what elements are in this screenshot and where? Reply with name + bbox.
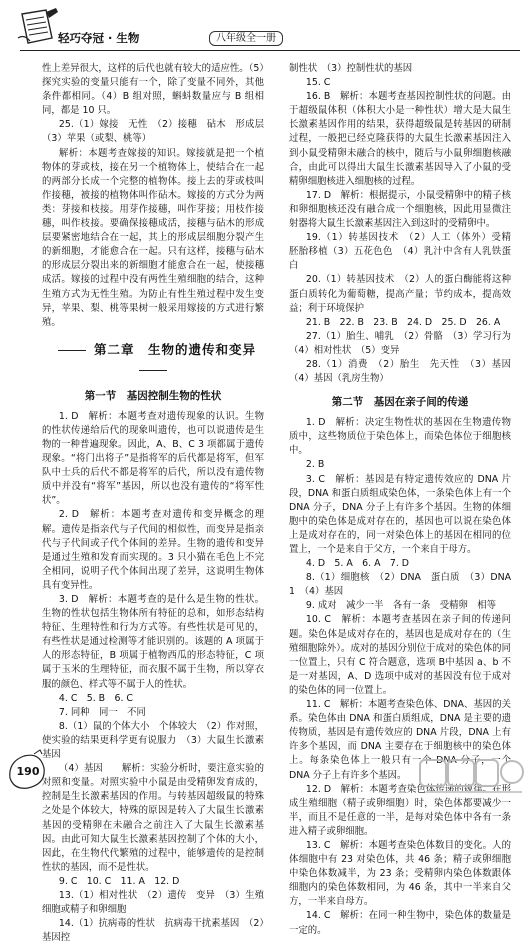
answer-item: 8.（1）细胞核 （2）DNA 蛋白质 （3）DNA 1 （4）基因 bbox=[289, 572, 521, 598]
right-column bbox=[289, 62, 521, 938]
answer-item: 3. C 解析：基因是有特定遗传效应的 DNA 片段，DNA 和蛋白质组成染色体，一条染色体上有一个 DNA 分子，DNA 分子上有许多个基因。生物的体细胞中的染色体是成对存在的，基因也可以说在染色体上是成对存在的，同一对染色体上的基因在相同的位置上，一个是来自于父方，一个来自于母方。 bbox=[289, 473, 511, 555]
answer-item: 8.（1）鼠的个体大小 个体较大 （2）作对照，使实验的结果更科学更有说服力 （3）大鼠生长激素基因 bbox=[42, 720, 264, 761]
chapter-title: 第二章 生物的遗传和变异 bbox=[93, 341, 256, 357]
answer-item: 21. B 22. B 23. B 24. D 25. D 26. A bbox=[305, 316, 501, 328]
answer-item: 4. C 5. B 6. C bbox=[58, 692, 133, 704]
heading-rule bbox=[58, 350, 86, 351]
answer-item: 28.（1）消费 （2）胎生 先天性 （3）基因 （4）基因（乳房生物） bbox=[289, 358, 521, 385]
answer-item: 1. D 解析：本题考查对遗传现象的认识。生物的性状传递给后代的现象叫遗传，也可以说遗传是生物的一种普遍现象。因此，A、B、C 3 项都属于遗传现象。“将门出将子”是指将军的后代都是将军，但军队中士兵的后代不都是将军的后代，所以没有遗传物质中并没有“将军”基因，所以也没有遗传的“将军性状”。 bbox=[42, 410, 264, 507]
answer-item: 14. C 解析：在同一种生物中，染色体的数量是一定的。 bbox=[289, 910, 511, 936]
answer-item: 9. C 10. C 11. A 12. D bbox=[58, 875, 180, 887]
answer-item: 19.（1）转基因技术 （2）人工（体外）受精 胚胎移植（3）五花色色 （4）乳汁中含有人乳铁蛋白 bbox=[289, 232, 521, 272]
answer-item: 7. 同种 同一 不同 bbox=[58, 706, 146, 718]
answer-item: 13.（1）相对性状 （2）遗传 变异 （3）生殖细胞或精子和卵细胞 bbox=[42, 889, 264, 916]
answer-item: 13. C 解析：本题考查染色体数目的变化。人的体细胞中有 23 对染色体，共 46 条；精子或卵细胞中染色体数减半，为 23 条；受精卵内染色体数跟体细胞内的染色体数相同，为 46 条，其中一半来自父方，一半来自母方。 bbox=[289, 839, 511, 908]
answer-item: 制性状 （3）控制性状的基因 bbox=[289, 63, 413, 74]
book-logo-icon bbox=[16, 8, 60, 46]
answer-item: 2. D 解析：本题考查对遗传和变异概念的理解。遗传是指亲代与子代间的相似性，而变异是指亲代与子代间或子代个体间的差异。生物的遗传和变异是通过生殖和发育而实现的。3 只小猫在毛色上不完全相同，说明子代个体间出现了差异，这说明生物体具有变异性。 bbox=[42, 509, 264, 591]
grade-label: 八年级全一册 bbox=[209, 31, 283, 46]
answer-item: （4）基因 解析：实验分析时，要注意实验的对照和变量。对照实验中小鼠是由受精卵发育成的，控制是生长激素基因的作用。与转基因超级鼠的特殊之处是个体较大，特殊的原因是转入了大鼠生长激素基因的受精卵在未融合之前注入了大鼠生长激素基因。由此可知大鼠生长激素基因控制了个体的大小，因此，在生物代代繁殖的过程中，能够遗传的是控制性状的基因，而不是性状。 bbox=[42, 763, 264, 873]
answer-item: 14.（1）抗病毒的性状 抗病毒干扰素基因 （2）基因控 bbox=[42, 918, 264, 944]
book-title: 轻巧夺冠 · 生物 bbox=[58, 31, 140, 45]
answer-item: 11. C 解析：本题考查染色体、DNA、基因的关系。染色体由 DNA 和蛋白质组成，DNA 是主要的遗传物质，基因是有遗传效应的 DNA 片段，DNA 上有许多个基因，而 DNA 主要存在于细胞核中的染色体上。每条染色体上一般只有一个 DNA 分子，一个 DNA 分子上有许多个基因。 bbox=[289, 699, 511, 781]
page-number: 190 bbox=[16, 765, 40, 778]
answer-item: 20.（1）转基因技术 （2）人的蛋白酶能将这种蛋白质转化为葡萄糖，提高产量；节约成本，提高效益；利于环境保护 bbox=[289, 274, 511, 314]
left-column bbox=[42, 62, 274, 945]
heading-rule bbox=[139, 370, 167, 371]
answer-item: 10. C 解析：本题考查基因在亲子间的传递问题。染色体是成对存在的，基因也是成对存在的（生殖细胞除外）。成对的基因分别位于成对的染色体的同一位置上，只有 C 符合题意，选项 B中基因 a、b 不是一对基因，A、D 选项中成对的基因没有位于成对的染色体的同一位置上。 bbox=[289, 614, 511, 696]
answer-item: 3. D 解析：本题考查的是什么是生物的性状。生物的性状包括生物体所有特征的总和，如形态结构特征、生理特性和行为方式等。有些性状是可见的，有些性状是通过检测等才能识别的。该题的 A 项属于人的形态特征，B 项属于植物西瓜的形态特征，C 项属于玉米的生理特征，而衣服不属于生物，所以穿衣服的颜色、样式等不属于人的性状。 bbox=[42, 594, 264, 690]
answer-item: 17. D 解析：根据提示，小鼠受精卵中的精子核和卵细胞核还没有融合成一个细胞核，因此用显微注射器将大鼠生长激素基因注入到这时的受精卵中。 bbox=[289, 189, 511, 230]
paragraph: 解析：本题考查嫁接的知识。嫁接就是把一个植物体的芽或枝，接在另一个植物体上，使结合在一起的两部分长成一个完整的植物体。接上去的芽或枝叫作接穗，被接的植物体叫作砧木。嫁接的方式分为两类：芽接和枝接。用芽作接穗，叫作芽接；用枝作接穗，叫作枝接。要确保接穗成活，接穗与砧木的形成层要紧密地结合在一起，其上的形成层细胞分裂产生的新细胞，才能愈合在一起。只有这样，接穗与砧木的形成层分裂出来的新细胞才能愈合在一起，使接穗成活。嫁接的过程中没有两性生殖细胞的结合，这种生殖方式为无性生殖。为防止有性生殖过程中发生变异，苹果、梨、桃等果树一般采用嫁接的方式进行繁殖。 bbox=[42, 147, 264, 328]
answer-item: 25.（1）嫁接 无性 （2）接穗 砧木 形成层 （3）苹果（或梨、桃等） bbox=[42, 119, 274, 145]
paragraph: 性上差异很大，这样的后代也就有较大的适应性。（5）探究实验的变量只能有一个，除了变量不同外，其他条件都相同。（4）B 组对照，蝌蚪数量应与 B 组相同，都是 10 只。 bbox=[42, 63, 264, 117]
answer-item: 2. B bbox=[305, 459, 325, 471]
answer-item: 15. C bbox=[305, 77, 331, 89]
answer-item: 16. B 解析：本题考查基因控制性状的问题。由于超级鼠体积（体积大小是一种性状）增大是大鼠生长激素基因作用的结果，获得超级鼠是转基因的研制过程，一般把已经克隆获得的大鼠生长激素基因注入到小鼠受精卵未融合的核中，随后与小鼠卵细胞核融合，由此可以得出大鼠生长激素基因导入了小鼠的受精卵细胞核进入细胞核的过程。 bbox=[289, 91, 511, 187]
answer-item: 12. D 解析：本题考查染色体传递的规律。在形成生殖细胞（精子或卵细胞）时，染色体都要减少一半，而且不是任意的一半，是每对染色体中各有一条进入精子或卵细胞。 bbox=[289, 783, 511, 837]
page-header bbox=[0, 0, 532, 56]
answer-item: 9. 成对 减少一半 各有一条 受精卵 相等 bbox=[305, 600, 496, 612]
watermark-logo-icon bbox=[418, 756, 528, 798]
answer-item: 4. D 5. A 6. A 7. D bbox=[305, 558, 409, 570]
section-title: 第一节 基因控制生物的性状 bbox=[84, 389, 222, 402]
header-divider bbox=[20, 50, 520, 51]
answer-item: 1. D 解析：决定生物性状的基因在生物遗传物质中，这些物质位于染色体上，而染色体位于细胞核中。 bbox=[289, 417, 511, 457]
section-title: 第二节 基因在亲子间的传递 bbox=[331, 396, 469, 409]
answer-item: 27.（1）胎生、哺乳 （2）骨骼 （3）学习行为 （4）相对性状 （5）变异 bbox=[289, 330, 521, 356]
chapter-heading bbox=[42, 340, 264, 380]
